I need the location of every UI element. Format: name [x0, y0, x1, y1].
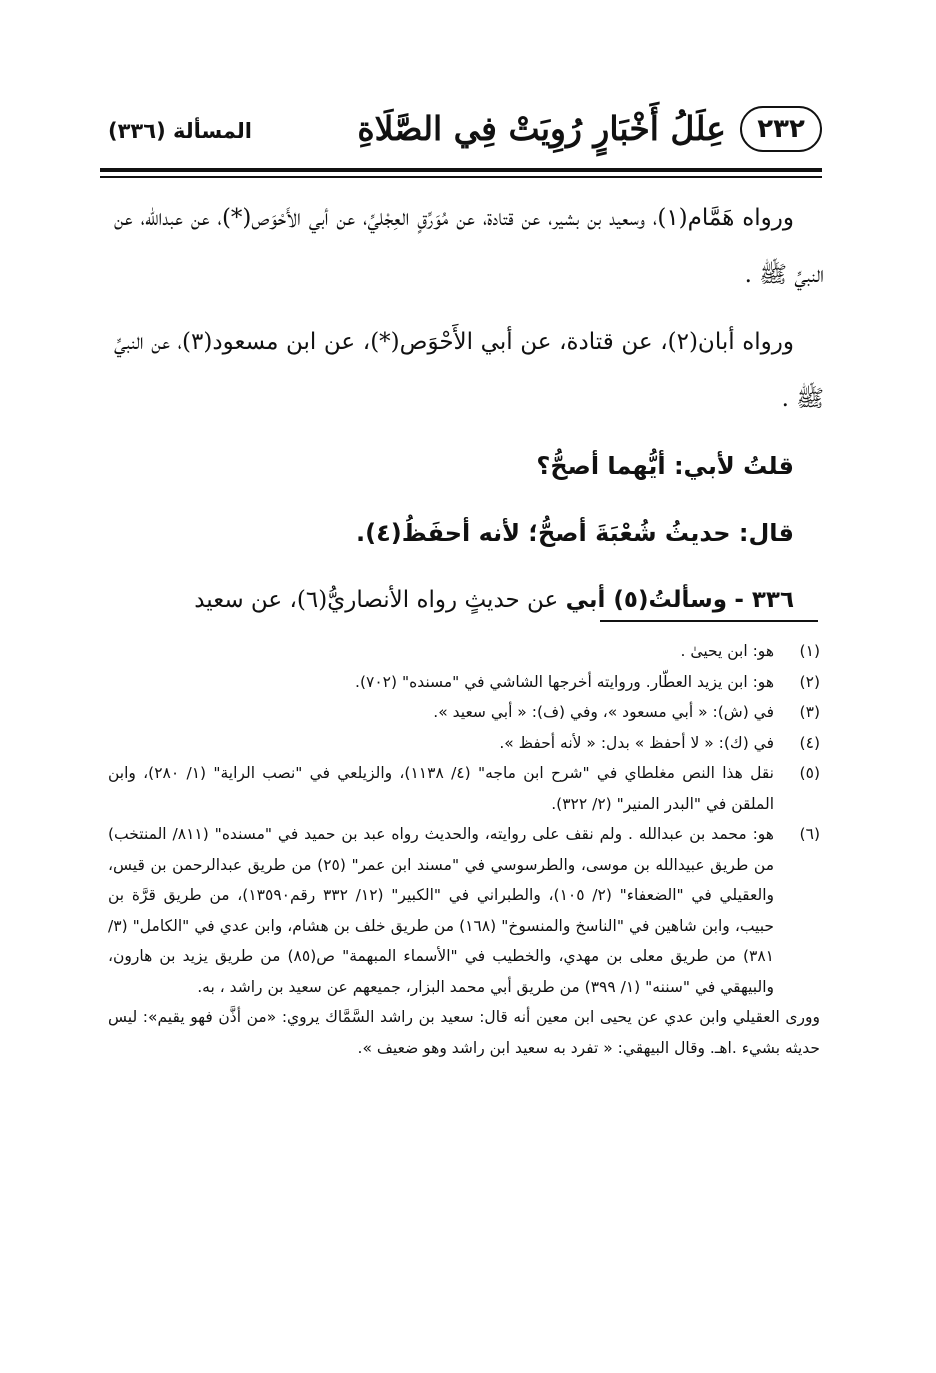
issue-label: المسألة (٣٣٦): [108, 119, 253, 143]
header-rule-thick: [100, 168, 822, 172]
footnote-item: [108, 728, 820, 759]
footnote-text: في (ك): « لا أحفظ » بدل: « لأنه أحفظ ».: [499, 733, 774, 752]
footnote-text: في (ش): « أبي مسعود »، وفي (ف): « أبي سعيد ».: [433, 703, 774, 721]
footnote-continuation: وورى العقيلي وابن عدي عن يحيى ابن معين أنه قال: سعيد بن راشد السَّمَّاك يروي: «من أذَّن فهو يقيم»: ليس حديثه بشيء .اهـ. وقال البيهقي: « تفرد به سعيد ابن راشد وهو ضعيف ».: [108, 1008, 820, 1057]
footnote-number: (٤): [799, 733, 820, 752]
footnotes: [108, 636, 820, 1063]
page-header: [100, 100, 822, 160]
page-number: ٢٣٢: [757, 114, 805, 144]
footnote-item: [108, 758, 820, 819]
issue-number: ٣٣٦ -: [734, 587, 794, 613]
footnote-text: هو: ابن يزيد العطّار. وروايته أخرجها الشاشي في "مسنده" (٧٠٢).: [355, 672, 774, 691]
issue-text: عن حديثٍ رواه الأنصاريُّ(٦)، عن سعيد: [194, 587, 559, 613]
footnote-item: [108, 636, 820, 667]
main-text: [114, 190, 824, 639]
footnote-text: هو: ابن يحيىٰ .: [680, 642, 774, 660]
footnote-separator: [600, 620, 818, 622]
answer-line: قال: حديثُ شُعْبَةَ أصحُّ؛ لأنه أحفَظُ(٤).: [356, 519, 794, 547]
question-line: قلتُ لأبي: أيُّهما أصحُّ؟: [536, 452, 794, 480]
body-paragraph: ورواه أبان(٢)، عن قتادة، عن أبي الأَحْوَص(*)، عن ابن مسعود(٣)، عن النبيِّ ﷺ .: [114, 329, 824, 412]
footnote-number: (١): [799, 642, 820, 660]
footnote-number: (٦): [799, 825, 820, 843]
footnote-number: (٣): [799, 703, 820, 721]
footnote-text: نقل هذا النص مغلطاي في "شرح ابن ماجه" (٤/ ١١٣٨)، والزيلعي في "نصب الراية" (١/ ٢٨٠)، وابن الملقن في "البدر المنير" (٢/ ٣٢٢).: [108, 764, 774, 813]
book-title: عِلَلُ أَخْبَارٍ رُوِيَتْ فِي الصَّلَاةِ: [357, 109, 726, 148]
footnote-item: [108, 819, 820, 1002]
header-rule-thin: [100, 176, 822, 178]
footnote-item: [108, 697, 820, 728]
footnote-text: هو: محمد بن عبدالله . ولم نقف على روايته، والحديث رواه عبد بن حميد في "مسنده" (٨١١/ المنتخب) من طريق عبيدالله بن موسى، والطرسوسي في "مسند ابن عمر" (٢٥) من طريق عبدالرحمن بن قيس، والعقيلي في "الضعفاء" (٢/ ١٠٥)، والطبراني في "الكبير" (١٢/ ٣٣٢ رقم١٣٥٩٠)، من طريق قرَّة بن حبيب، وابن شاهين في "الناسخ والمنسوخ" (١٦٨) من طريق خلف بن هشام، وابن عدي في "الكامل" (٣/ ٣٨١) من طريق معلى بن مهدي، والخطيب في "الأسماء المبهمة" ص(٨٥) من طريق يزيد بن هارون، والبيهقي في "سننه" (١/ ٣٩٩) من طريق أبي محمد البزار، جميعهم عن سعيد بن راشد ، به.: [108, 825, 775, 996]
footnote-number: (٥): [799, 764, 820, 782]
footnote-item: [108, 667, 820, 698]
body-paragraph: ورواه هَمَّام(١)، وسعيد بن بشير، عن قتادة، عن مُوَرِّقٍ العِجْليِّ، عن أبي الأَحْوَص(*)، عن عبدالله، عن النبيِّ ﷺ .: [114, 205, 824, 288]
footnote-number: (٢): [799, 672, 820, 691]
page-number-badge: [740, 106, 822, 152]
issue-lead: وسألتُ(٥) أبي: [565, 587, 727, 613]
